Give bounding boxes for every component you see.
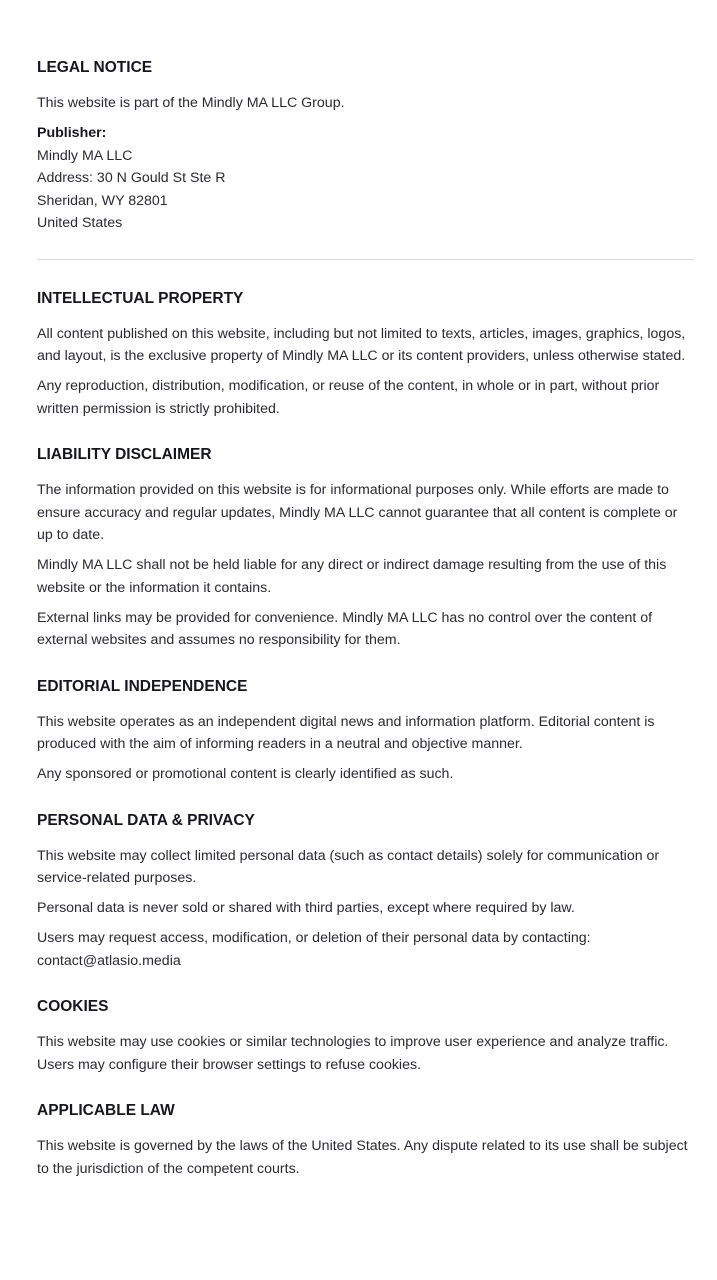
section-divider: [37, 259, 694, 260]
publisher-street: Address: 30 N Gould St Ste R: [37, 170, 226, 186]
paragraph: This website operates as an independent digital news and information platform. Editorial content is produced with the aim of informing readers in a neutral and objective manner.: [37, 713, 655, 752]
paragraph: All content published on this website, including but not limited to texts, articles, images, graphics, logos, and layout, is the exclusive property of Mindly MA LLC or its content providers, unless otherwise stated.: [37, 325, 686, 364]
intellectual-property-section: [37, 289, 694, 421]
legal-notice-intro: This website is part of the Mindly MA LLC Group.: [37, 95, 345, 111]
section-title-legal-notice: LEGAL NOTICE: [37, 59, 153, 76]
publisher-address-block: [37, 122, 694, 235]
section-title-intellectual-property: INTELLECTUAL PROPERTY: [37, 289, 244, 307]
section-title-editorial-independence: EDITORIAL INDEPENDENCE: [37, 677, 248, 695]
section-title-personal-data-privacy: PERSONAL DATA & PRIVACY: [37, 811, 255, 829]
section-title-liability-disclaimer: LIABILITY DISCLAIMER: [37, 446, 212, 463]
personal-data-privacy-section: [37, 811, 694, 973]
publisher-label: Publisher:: [37, 125, 107, 141]
paragraph: External links may be provided for convenience. Mindly MA LLC has no control over the content of external websites and assumes no responsibility for them.: [37, 609, 653, 648]
paragraph: Any sponsored or promotional content is clearly identified as such.: [37, 766, 454, 782]
paragraph: Any reproduction, distribution, modification, or reuse of the content, in whole or in part, without prior written permission is strictly prohibited.: [37, 378, 660, 417]
editorial-independence-section: [37, 677, 694, 786]
publisher-country: United States: [37, 215, 123, 231]
paragraph: Personal data is never sold or shared with third parties, except where required by law.: [37, 900, 575, 916]
liability-disclaimer-section: [37, 445, 694, 652]
paragraph: This website is governed by the laws of the United States. Any dispute related to its use shall be subject to the jurisdiction of the competent courts.: [37, 1138, 688, 1177]
applicable-law-section: [37, 1101, 694, 1180]
legal-notice-section: [37, 58, 694, 235]
cookies-section: [37, 997, 694, 1076]
paragraph: The information provided on this website is for informational purposes only. While efforts are made to ensure accuracy and regular updates, Mindly MA LLC cannot guarantee that all content is complete or up to date.: [37, 482, 678, 543]
paragraph: Users may request access, modification, or deletion of their personal data by contacting: contact@atlasio.media: [37, 930, 591, 969]
publisher-city: Sheridan, WY 82801: [37, 192, 168, 209]
section-title-applicable-law: APPLICABLE LAW: [37, 1102, 175, 1119]
section-title-cookies: COOKIES: [37, 998, 109, 1015]
publisher-name: Mindly MA LLC: [37, 147, 133, 164]
paragraph: This website may collect limited personal data (such as contact details) solely for communication or service-related purposes.: [37, 847, 660, 886]
paragraph: Mindly MA LLC shall not be held liable for any direct or indirect damage resulting from the use of this website or the information it contains.: [37, 557, 667, 596]
paragraph: This website may use cookies or similar technologies to improve user experience and analyze traffic. Users may configure their browser settings to refuse cookies.: [37, 1034, 669, 1073]
